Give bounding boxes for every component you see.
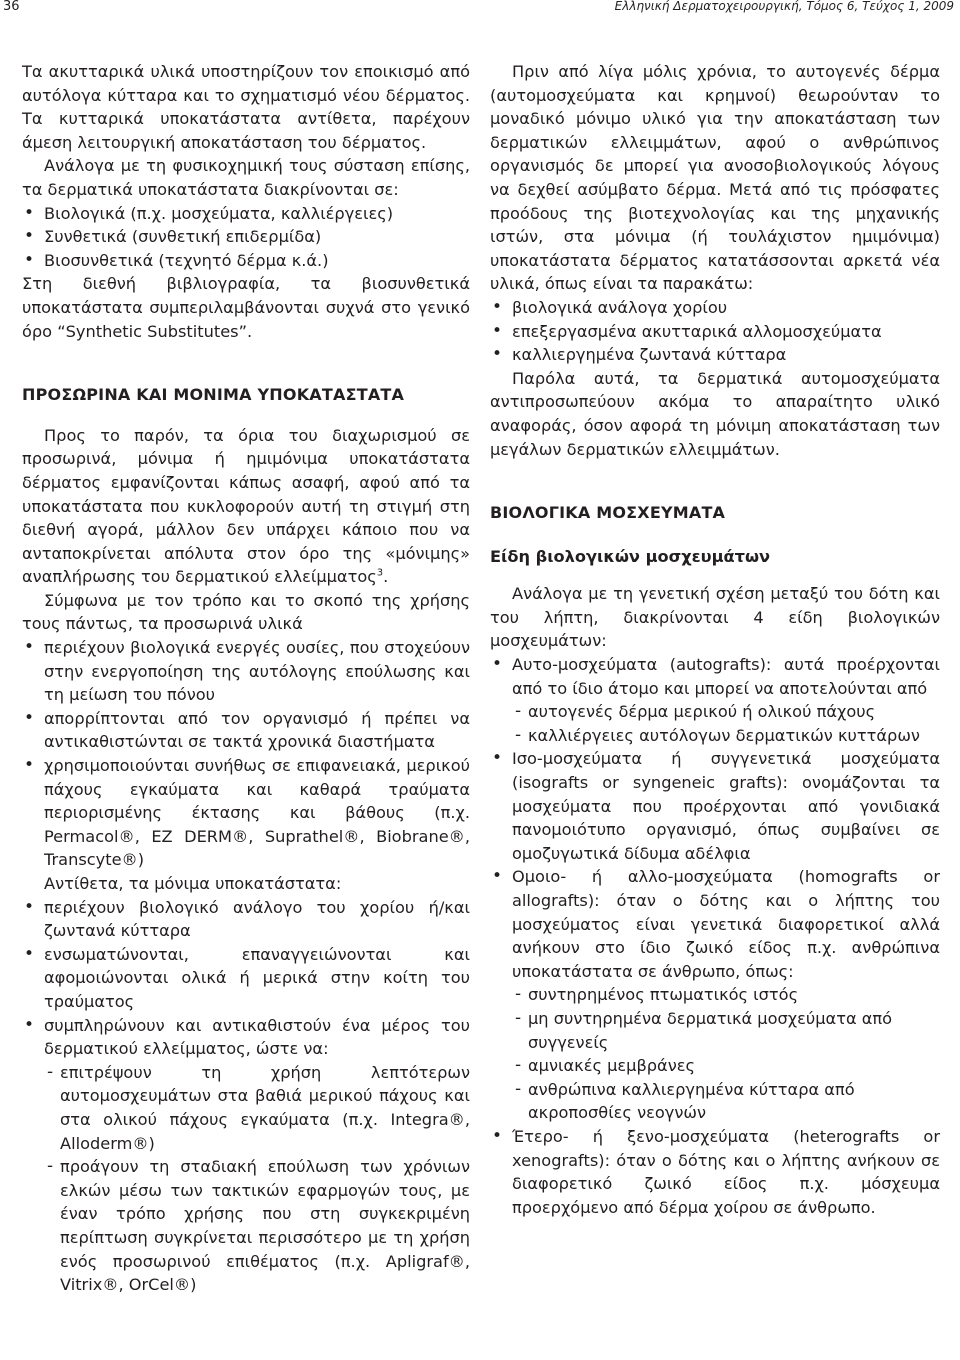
- paragraph: [22, 424, 470, 589]
- section-heading: ΒΙΟΛΟΓΙΚΑ ΜΟΣΧΕΥΜΑΤΑ: [490, 503, 726, 523]
- list-item: • καλλιεργημένα ζωντανά κύτταρα: [490, 343, 940, 367]
- intro-paragraph: Ανάλογα με τη φυσικοχημική τους σύσταση επίσης, τα δερματικά υποκατάστατα διακρίνονται σε:: [22, 156, 470, 199]
- list-item: • Ομοιο- ή αλλο-μοσχεύματα (homografts or allografts): όταν ο δότης και ο λήπτης του μοσχεύματος είναι γενετικά διαφορετικοί αλλά ανήκουν στο ίδιο ζωικό είδος π.χ. ανθρώπινα υποκατάστατα σε άνθρωπο, όπως:: [490, 865, 940, 983]
- list-item: • ενσωματώνονται, επαναγγειώνονται και αφομοιώνονται ολικά ή μερικά στην κοίτη του τραύματος: [22, 943, 470, 1014]
- permanent-list: [22, 896, 470, 1061]
- permanent-sublist: [22, 1061, 470, 1297]
- list-item: - ανθρώπινα καλλιεργημένα κύτταρα από ακροποσθίες νεογνών: [512, 1078, 940, 1125]
- list-item: - καλλιέργειες αυτόλογων δερματικών κυττάρων: [512, 724, 940, 748]
- list-item: • Ισο-μοσχεύματα ή συγγενετικά μοσχεύματα (isografts or syngeneic grafts): ονομάζονται τα μοσχεύματα που προέρχονται από γονιδιακά πανομοιότυπο οργανισμό, όπως συμβαίνει σε ομοζυγωτικά δίδυμα αδέλφια: [490, 747, 940, 865]
- graft-types-list: [490, 1125, 940, 1219]
- list-item: - προάγουν τη σταδιακή επούλωση των χρόνιων ελκών μέσω των τακτικών εφαρμογών τους, με έναν τρόπο χρήσης που στη συγκεκριμένη περίπτωση συγκρίνεται περισσότερο με τη χρήση ενός προσωρινού επιθέματος (π.χ. Apligraf®, Vitrix®, OrCel®): [44, 1155, 470, 1297]
- paragraph: Πριν από λίγα μόλις χρόνια, το αυτογενές δέρμα (αυτομοσχεύματα και κρημνοί) θεωρούνταν το μοναδικό μόνιμο υλικό για την αποκατάσταση των δερματικών ελλειμμάτων, αφού ο ανθρώπινος οργανισμός δε μπορεί για ανοσοβιολογικούς λόγους να δεχθεί ασύμβατο δέρμα. Μετά από τις πρόσφατες προόδους της βιοτεχνολογίας και της μηχανικής ιστών, στα μόνιμα (ή τουλάχιστον ημιμόνιμα) υποκατάστατα δέρματος κατατάσσονται αρκετά νέα υλικά, όπως είναι τα παρακάτω:: [490, 62, 940, 294]
- paragraph: Παρόλα αυτά, τα δερματικά αυτομοσχεύματα αντιπροσωπεύουν ακόμα το απαραίτητο υλικό αναφοράς, όσον αφορά τη μόνιμη αποκατάσταση των μεγάλων δερματικών ελλειμμάτων.: [490, 368, 940, 459]
- reference-number: 3: [376, 567, 384, 579]
- page-header: [0, 0, 960, 18]
- graft-types-list: [490, 653, 940, 700]
- list-item: • περιέχουν βιολογικό ανάλογο του χορίου ή/και ζωντανά κύτταρα: [22, 896, 470, 943]
- journal-title: Ελληνική Δερματοχειρουργική, Τόμος 6, Τεύχος 1, 2009: [614, 0, 954, 13]
- list-item: • Έτερο- ή ξενο-μοσχεύματα (heterografts or xenografts): όταν ο δότης και ο λήπτης ανήκουν σε διαφορετικό ζωικό είδος π.χ. μόσχευμα προερχόμενο από δέρμα χοίρου σε άνθρωπο.: [490, 1125, 940, 1219]
- list-item: - συντηρημένος πτωματικός ιστός: [512, 983, 940, 1007]
- right-column: [490, 60, 940, 1219]
- list-item: - αμνιακές μεμβράνες: [512, 1054, 940, 1078]
- list-item: - μη συντηρημένα δερματικά μοσχεύματα από συγγενείς: [512, 1007, 940, 1054]
- substitute-classes-list: [22, 202, 470, 273]
- intro-paragraph: Τα ακυτταρικά υλικά υποστηρίζουν τον εποικισμό από αυτόλογα κύτταρα και το σχηματισμό νέου δέρματος. Τα κυτταρικά υποκατάστατα αντίθετα, παρέχουν άμεση λειτουργική αποκατάσταση του δέρματος.: [22, 62, 470, 152]
- list-item: • Αυτο-μοσχεύματα (autografts): αυτά προέρχονται από το ίδιο άτομο και μπορεί να αποτελούνται από: [490, 653, 940, 700]
- list-item: • περιέχουν βιολογικά ενεργές ουσίες, που στοχεύουν στην ενεργοποίηση της αυτόλογης επούλωσης και τη μείωση του πόνου: [22, 636, 470, 707]
- page-number: 36: [3, 0, 20, 14]
- graft-types-list: [490, 747, 940, 983]
- list-item: • βιολογικά ανάλογα χορίου: [490, 296, 940, 320]
- autograft-sublist: [490, 700, 940, 747]
- list-item: • απορρίπτονται από τον οργανισμό ή πρέπει να αντικαθιστώνται σε τακτά χρονικά διαστήματα: [22, 707, 470, 754]
- paragraph-end: .: [383, 567, 389, 587]
- list-item: - αυτογενές δέρμα μερικού ή ολικού πάχους: [512, 700, 940, 724]
- permanent-materials-list: [490, 296, 940, 367]
- bibliography-note: Στη διεθνή βιβλιογραφία, τα βιοσυνθετικά υποκατάστατα συμπεριλαμβάνονται συχνά στο γενικό όρο “Synthetic Substitutes”.: [22, 274, 470, 341]
- temporary-list: [22, 636, 470, 872]
- list-item: • Βιολογικά (π.χ. μοσχεύματα, καλλιέργειες): [22, 202, 470, 226]
- list-item: • χρησιμοποιούνται συνήθως σε επιφανειακά, μερικού πάχους εγκαύματα και καθαρά τραύματα περιορισμένης έκτασης και βάθους (π.χ. Permacol®, EZ DERM®, Suprathel®, Biobrane®, Transcyte®): [22, 754, 470, 872]
- list-item: • επεξεργασμένα ακυτταρικά αλλομοσχεύματα: [490, 320, 940, 344]
- paragraph: Ανάλογα με τη γενετική σχέση μεταξύ του δότη και του λήπτη, διακρίνονται 4 είδη βιολογικών μοσχευμάτων:: [490, 584, 940, 651]
- list-item: • Συνθετικά (συνθετική επιδερμίδα): [22, 225, 470, 249]
- allograft-sublist: [490, 983, 940, 1125]
- paragraph: Αντίθετα, τα μόνιμα υποκατάστατα:: [44, 874, 342, 893]
- paragraph-text: Προς το παρόν, τα όρια του διαχωρισμού σε προσωρινά, μόνιμα ή ημιμόνιμα υποκατάστατα δέρματος εμφανίζονται κάπως ασαφή, αφού από τα υποκατάστατα που κυκλοφορούν αυτή τη στιγμή στη διεθνή αγορά, μάλλον δεν υπάρχει κάποιο που να ανταποκρίνεται απόλυτα στον όρο της «μόνιμης» αναπλήρωσης του δερματικού ελλείμματος: [22, 425, 470, 587]
- list-item: • Βιοσυνθετικά (τεχνητό δέρμα κ.ά.): [22, 249, 470, 273]
- list-item: • συμπληρώνουν και αντικαθιστούν ένα μέρος του δερματικού ελλείμματος, ώστε να:: [22, 1014, 470, 1061]
- list-item: - επιτρέψουν τη χρήση λεπτότερων αυτομοσχευμάτων στα βαθιά μερικού πάχους και στα ολικού πάχους εγκαύματα (π.χ. Integra®, Alloderm®): [44, 1061, 470, 1155]
- subsection-heading: Είδη βιολογικών μοσχευμάτων: [490, 546, 771, 566]
- paragraph: Σύμφωνα με τον τρόπο και το σκοπό της χρήσης τους πάντως, τα προσωρινά υλικά: [22, 590, 470, 634]
- section-heading: ΠΡΟΣΩΡΙΝΑ ΚΑΙ ΜΟΝΙΜΑ ΥΠΟΚΑΤΑΣΤΑΤΑ: [22, 385, 405, 405]
- left-column: [22, 60, 470, 1297]
